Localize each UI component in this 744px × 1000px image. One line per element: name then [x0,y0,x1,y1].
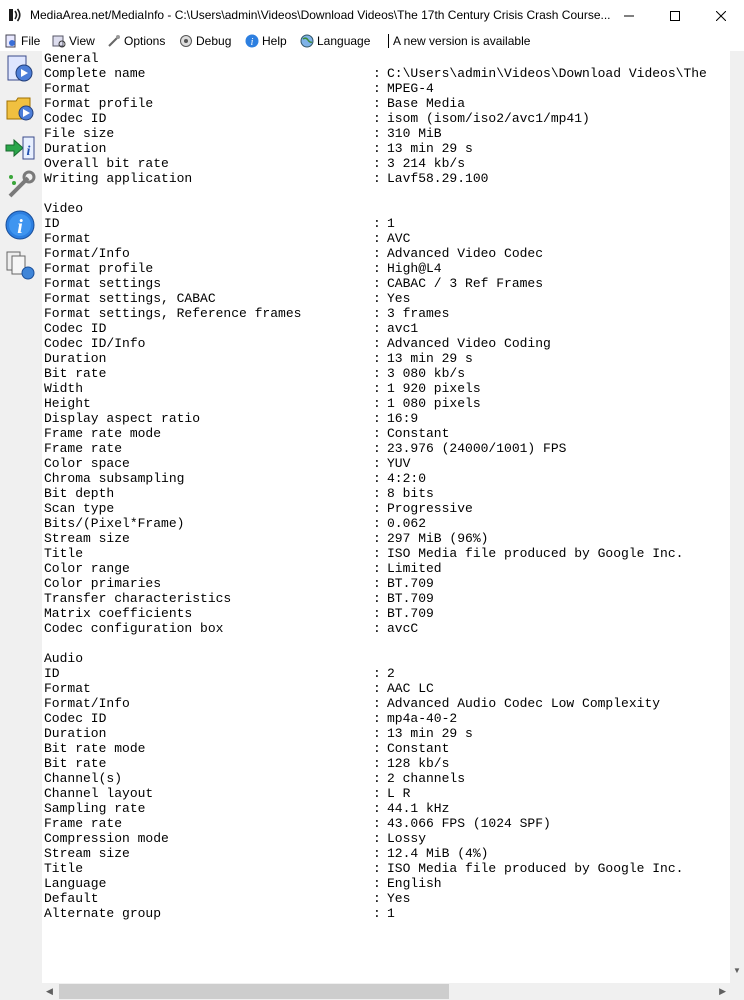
field-label: Format settings, CABAC [44,291,216,306]
field-separator: : [373,666,381,681]
report-row [44,411,707,426]
open-folder-button[interactable] [4,91,38,125]
field-separator: : [373,366,381,381]
field-value: 23.976 (24000/1001) FPS [387,441,567,456]
field-separator: : [373,216,381,231]
field-value: 0.062 [387,516,427,531]
report-row [44,171,707,186]
report-row [44,66,707,81]
field-separator: : [373,831,381,846]
field-label: Title [44,861,84,876]
menu-language-label: Language [317,34,371,48]
report-row [44,351,707,366]
field-value: YUV [387,456,411,471]
field-label: Format profile [44,261,154,276]
field-value: BT.709 [387,576,434,591]
field-label: Stream size [44,846,130,861]
field-separator: : [373,456,381,471]
menu-options[interactable] [107,32,165,50]
field-separator: : [373,501,381,516]
field-label: Alternate group [44,906,162,921]
field-label: Frame rate mode [44,426,162,441]
field-separator: : [373,786,381,801]
field-value: Constant [387,426,450,441]
field-label: Format [44,681,91,696]
field-label: Bit rate [44,756,107,771]
scroll-left-arrow-icon[interactable]: ◀ [46,986,53,996]
field-separator: : [373,531,381,546]
report-row [44,81,707,96]
field-separator: : [373,231,381,246]
field-value: Limited [387,561,442,576]
report-row [44,246,707,261]
field-separator: : [373,816,381,831]
field-label: Stream size [44,531,130,546]
field-label: Scan type [44,501,115,516]
field-label: Codec ID [44,321,107,336]
report-row [44,786,707,801]
field-label: Color primaries [44,576,162,591]
field-separator: : [373,606,381,621]
about-button[interactable] [4,208,38,242]
horizontal-scrollbar[interactable] [42,983,730,1000]
maximize-icon [670,11,680,21]
field-value: ISO Media file produced by Google Inc. [387,861,684,876]
field-separator: : [373,396,381,411]
field-value: BT.709 [387,606,434,621]
knowledge-base-button[interactable] [4,248,38,282]
report-row [44,261,707,276]
report-row [44,381,707,396]
report-row [44,816,707,831]
field-separator: : [373,561,381,576]
field-value: 1 080 pixels [387,396,481,411]
field-value: AVC [387,231,411,246]
blank-line [44,186,707,201]
report-row [44,861,707,876]
field-value: mp4a-40-2 [387,711,458,726]
field-separator: : [373,771,381,786]
report-row [44,396,707,411]
minimize-button[interactable] [606,0,652,31]
report-row [44,516,707,531]
report-row [44,831,707,846]
menu-bar [0,31,744,51]
menu-new-version[interactable] [393,32,530,50]
field-value: L R [387,786,411,801]
field-value: AAC LC [387,681,434,696]
field-separator: : [373,156,381,171]
report-row [44,801,707,816]
field-separator: : [373,171,381,186]
report-row [44,711,707,726]
svg-text:i: i [26,144,31,159]
report-row [44,891,707,906]
field-value: 3 080 kb/s [387,366,466,381]
field-separator: : [373,351,381,366]
field-separator: : [373,426,381,441]
field-value: 4:2:0 [387,471,427,486]
menu-file-label: File [21,34,41,48]
report-row [44,771,707,786]
field-label: Color range [44,561,130,576]
menu-language[interactable] [300,32,370,50]
file-icon [4,34,18,48]
open-file-button[interactable] [4,53,38,87]
report-row [44,486,707,501]
documents-globe-icon [4,248,38,282]
field-value: 310 MiB [387,126,442,141]
field-separator: : [373,291,381,306]
view-icon [52,34,66,48]
section-heading-general: General [44,51,99,66]
field-value: 3 frames [387,306,450,321]
report-row [44,291,707,306]
section-general [44,51,707,201]
report-row [44,876,707,891]
menu-help-label: Help [262,34,287,48]
field-label: Sampling rate [44,801,146,816]
field-value: avcC [387,621,419,636]
field-separator: : [373,336,381,351]
field-label: Channel layout [44,786,154,801]
report-view[interactable] [42,51,730,983]
maximize-button[interactable] [652,0,698,31]
menu-options-label: Options [124,34,166,48]
field-value: Lavf58.29.100 [387,171,489,186]
report-row [44,681,707,696]
report-row [44,231,707,246]
section-heading-audio: Audio [44,651,84,666]
field-separator: : [373,741,381,756]
minimize-icon [624,11,634,21]
field-label: Width [44,381,84,396]
report-row [44,471,707,486]
field-value: Progressive [387,501,473,516]
field-label: ID [44,666,60,681]
report-row [44,846,707,861]
report-row [44,906,707,921]
preferences-button[interactable] [4,169,38,203]
field-label: Matrix coefficients [44,606,193,621]
report-row [44,276,707,291]
field-separator: : [373,141,381,156]
field-value: Lossy [387,831,427,846]
field-label: Channel(s) [44,771,123,786]
report-row [44,576,707,591]
field-label: Default [44,891,99,906]
field-value: 13 min 29 s [387,351,473,366]
field-label: Height [44,396,91,411]
field-separator: : [373,801,381,816]
field-label: Frame rate [44,441,123,456]
field-label: ID [44,216,60,231]
field-value: 44.1 kHz [387,801,450,816]
field-label: Frame rate [44,816,123,831]
field-value: ISO Media file produced by Google Inc. [387,546,684,561]
report-row [44,366,707,381]
field-value: 1 [387,216,395,231]
field-label: Codec ID/Info [44,336,146,351]
field-value: MPEG-4 [387,81,434,96]
field-label: Bit depth [44,486,115,501]
field-label: Overall bit rate [44,156,169,171]
field-label: Bits/(Pixel*Frame) [44,516,185,531]
field-label: Format [44,81,91,96]
report-row [44,606,707,621]
field-separator: : [373,546,381,561]
field-value: BT.709 [387,591,434,606]
report-row [44,591,707,606]
field-value: Base Media [387,96,466,111]
close-icon [716,11,726,21]
blank-line [44,636,707,651]
field-value: 43.066 FPS (1024 SPF) [387,816,551,831]
field-separator: : [373,891,381,906]
field-value: 12.4 MiB (4%) [387,846,489,861]
field-separator: : [373,111,381,126]
horizontal-scroll-thumb[interactable] [59,984,449,999]
report-row [44,321,707,336]
field-separator: : [373,411,381,426]
report-row [44,621,707,636]
field-value: isom (isom/iso2/avc1/mp41) [387,111,590,126]
field-value: Constant [387,741,450,756]
field-label: Compression mode [44,831,169,846]
field-separator: : [373,126,381,141]
field-label: Duration [44,141,107,156]
info-icon [4,208,38,242]
field-separator: : [373,66,381,81]
field-label: Codec configuration box [44,621,224,636]
report-row [44,546,707,561]
field-value: 1 920 pixels [387,381,481,396]
field-separator: : [373,486,381,501]
title-bar[interactable] [0,0,744,31]
field-separator: : [373,876,381,891]
field-separator: : [373,276,381,291]
field-label: Title [44,546,84,561]
svg-text:i: i [250,37,254,48]
field-separator: : [373,381,381,396]
field-separator: : [373,696,381,711]
menu-file[interactable] [4,32,40,50]
report-row [44,336,707,351]
field-value: 128 kb/s [387,756,450,771]
field-label: Format/Info [44,696,130,711]
report-row [44,501,707,516]
globe-icon [300,34,314,48]
field-label: Format/Info [44,246,130,261]
menu-separator [388,34,389,48]
field-value: 1 [387,906,395,921]
field-value: High@L4 [387,261,442,276]
field-value: 2 [387,666,395,681]
field-value: Yes [387,291,411,306]
debug-icon [179,34,193,48]
report-row [44,96,707,111]
report-row [44,306,707,321]
open-file-icon [4,53,38,87]
report-row [44,141,707,156]
field-value: 297 MiB (96%) [387,531,489,546]
field-separator: : [373,621,381,636]
open-folder-icon [4,91,38,125]
svg-text:i: i [17,216,23,238]
field-separator: : [373,861,381,876]
field-value: English [387,876,442,891]
report-row [44,696,707,711]
report-row [44,216,707,231]
section-audio [44,651,707,921]
window-title: MediaArea.net/MediaInfo - C:\Users\admin\Videos\Download Videos\The 17th Century Crisis Crash Course... [30,8,610,22]
section-video [44,201,707,651]
report-row [44,111,707,126]
field-label: Codec ID [44,711,107,726]
field-value: 16:9 [387,411,419,426]
menu-view[interactable] [52,32,95,50]
report-row [44,441,707,456]
left-toolbar [0,51,42,1000]
report-row [44,156,707,171]
wrench-icon [4,169,38,203]
field-value: 13 min 29 s [387,726,473,741]
mediainfo-app-icon [8,7,24,23]
field-separator: : [373,261,381,276]
options-icon [107,34,121,48]
field-separator: : [373,711,381,726]
field-label: Duration [44,351,107,366]
field-label: Format settings, Reference frames [44,306,302,321]
report-row [44,561,707,576]
report-row [44,426,707,441]
field-separator: : [373,726,381,741]
menu-help[interactable] [245,32,287,50]
field-value: Advanced Video Codec [387,246,544,261]
report-row [44,456,707,471]
report-text [44,51,707,921]
field-value: 3 214 kb/s [387,156,466,171]
field-separator: : [373,846,381,861]
field-separator: : [373,321,381,336]
menu-debug[interactable] [179,32,231,50]
field-separator: : [373,441,381,456]
field-label: Format [44,231,91,246]
scroll-right-arrow-icon[interactable]: ▶ [719,986,726,996]
export-icon [4,131,38,165]
close-button[interactable] [698,0,744,31]
field-label: Format settings [44,276,162,291]
menu-view-label: View [69,34,95,48]
field-separator: : [373,756,381,771]
export-button[interactable] [4,131,38,165]
field-value: Advanced Audio Codec Low Complexity [387,696,661,711]
field-separator: : [373,306,381,321]
field-label: Bit rate [44,366,107,381]
field-separator: : [373,246,381,261]
report-row [44,531,707,546]
field-label: Language [44,876,107,891]
field-label: Bit rate mode [44,741,146,756]
field-value: Advanced Video Coding [387,336,551,351]
field-separator: : [373,906,381,921]
help-icon [245,34,259,48]
report-row [44,126,707,141]
field-label: Chroma subsampling [44,471,185,486]
field-label: Format profile [44,96,154,111]
report-row [44,756,707,771]
menu-debug-label: Debug [196,34,232,48]
field-separator: : [373,81,381,96]
section-heading-video: Video [44,201,84,216]
field-label: File size [44,126,115,141]
field-value: CABAC / 3 Ref Frames [387,276,544,291]
field-value: 13 min 29 s [387,141,473,156]
field-label: Complete name [44,66,146,81]
field-value: C:\Users\admin\Videos\Download Videos\The [387,66,707,81]
field-label: Codec ID [44,111,107,126]
report-row [44,726,707,741]
field-value: 2 channels [387,771,466,786]
scrollbar-corner [730,983,744,1000]
field-separator: : [373,516,381,531]
field-label: Duration [44,726,107,741]
field-separator: : [373,471,381,486]
field-separator: : [373,576,381,591]
field-separator: : [373,96,381,111]
field-value: Yes [387,891,411,906]
vertical-scrollbar[interactable] [730,51,744,983]
field-separator: : [373,591,381,606]
field-label: Writing application [44,171,193,186]
new-version-label: A new version is available [393,34,531,48]
field-label: Color space [44,456,130,471]
scroll-down-arrow-icon[interactable]: ▼ [733,966,741,975]
field-separator: : [373,681,381,696]
report-row [44,741,707,756]
field-value: avc1 [387,321,419,336]
field-value: 8 bits [387,486,434,501]
field-label: Transfer characteristics [44,591,232,606]
report-row [44,666,707,681]
field-label: Display aspect ratio [44,411,201,426]
